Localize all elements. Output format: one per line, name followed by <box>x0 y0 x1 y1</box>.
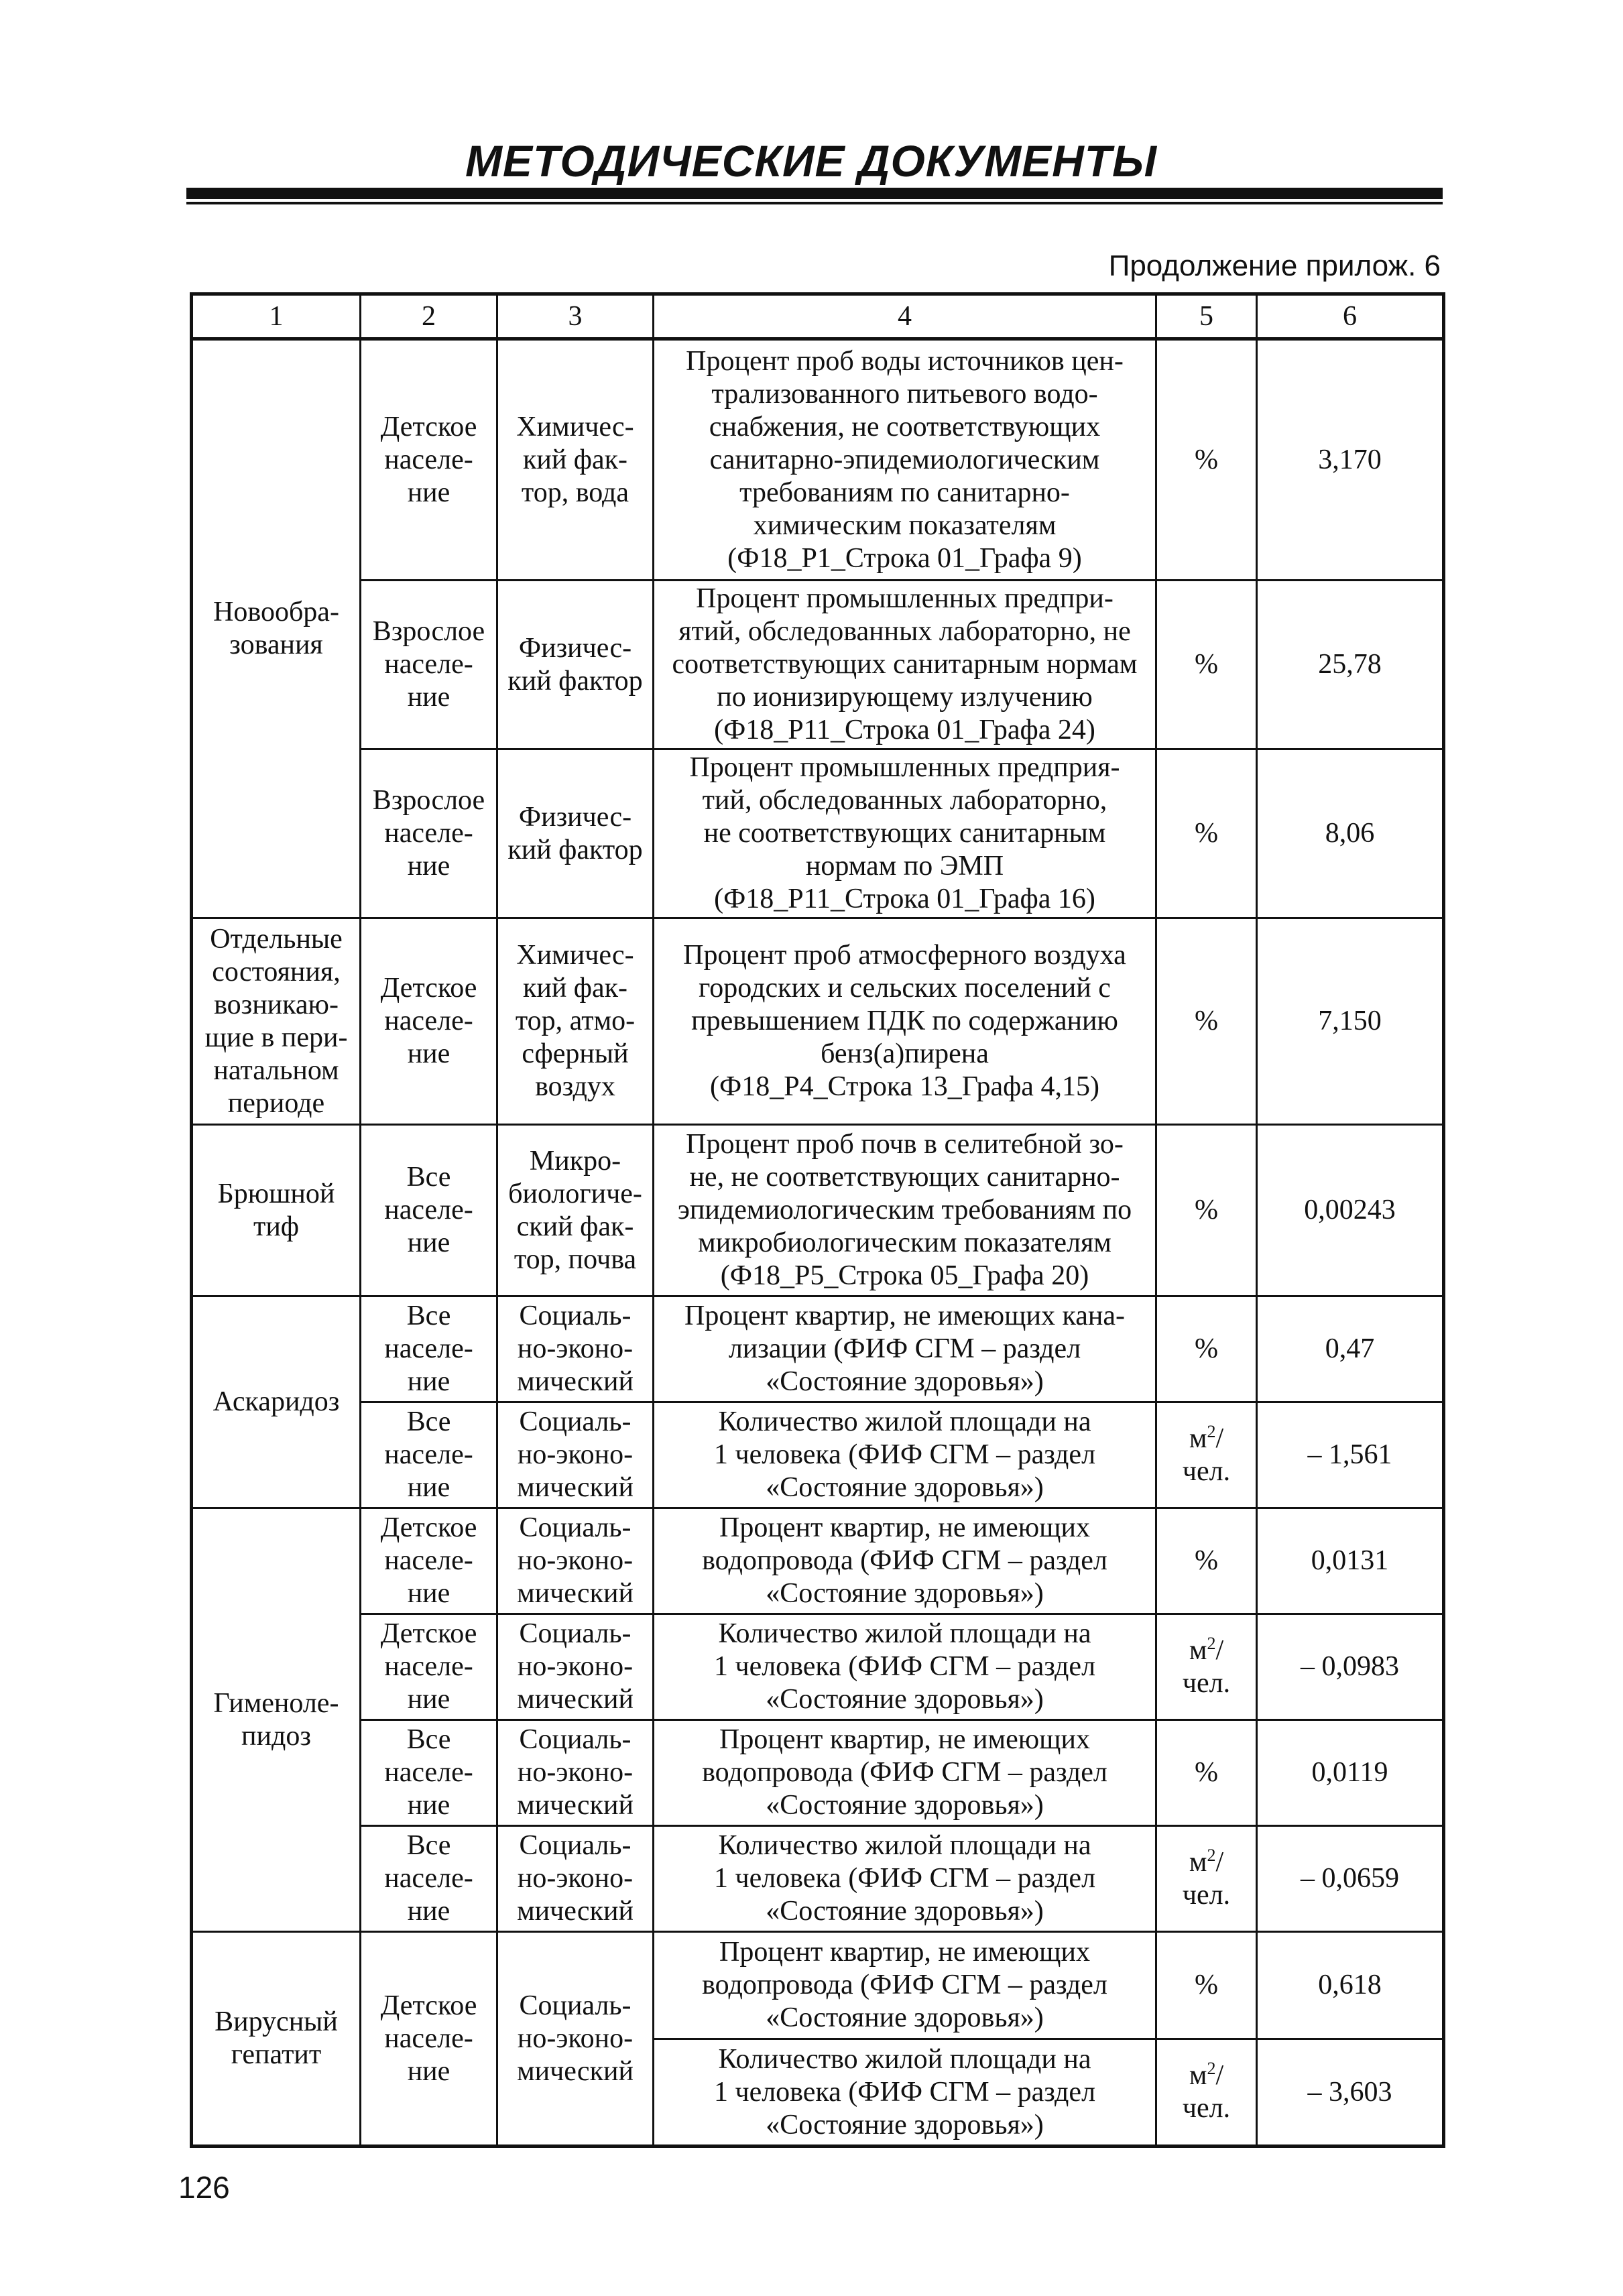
table-row <box>192 749 1444 918</box>
population-cell: Детское населе- ние <box>361 1614 497 1720</box>
value-cell: 0,47 <box>1257 1296 1444 1402</box>
population-cell: Все населе- ние <box>361 1125 497 1296</box>
table-row <box>192 1826 1444 1932</box>
value-cell: 3,170 <box>1257 339 1444 581</box>
unit-cell: % <box>1156 581 1257 749</box>
disease-cell: Отдельные состояния, возникаю- щие в пери- натальном периоде <box>192 918 361 1125</box>
population-cell: Все населе- ние <box>361 1402 497 1508</box>
unit-cell: % <box>1156 1720 1257 1826</box>
factor-cell: Социаль- но-эконо- мический <box>497 1826 654 1932</box>
value-cell: – 0,0983 <box>1257 1614 1444 1720</box>
disease-cell: Гименоле- пидоз <box>192 1508 361 1932</box>
unit-cell: % <box>1156 1932 1257 2039</box>
factor-cell: Химичес- кий фак- тор, вода <box>497 339 654 581</box>
value-cell: 8,06 <box>1257 749 1444 918</box>
unit-cell <box>1156 1614 1257 1720</box>
disease-cell: Вирусный гепатит <box>192 1932 361 2147</box>
header-row <box>192 294 1444 339</box>
value-cell: 0,0119 <box>1257 1720 1444 1826</box>
factor-cell: Социаль- но-эконо- мический <box>497 1508 654 1614</box>
indicator-cell: Процент проб почв в селитебной зо- не, не соответствующих санитарно- эпидемиологическим требованиям по микробиологическим показателям (Ф18_Р5_Строка 05_Графа 20) <box>654 1125 1156 1296</box>
header-title: МЕТОДИЧЕСКИЕ ДОКУМЕНТЫ <box>465 136 1158 186</box>
table-row <box>192 581 1444 749</box>
factor-cell: Физичес- кий фактор <box>497 581 654 749</box>
disease-cell: Новообра- зования <box>192 339 361 918</box>
unit-cell: % <box>1156 1125 1257 1296</box>
value-cell: 25,78 <box>1257 581 1444 749</box>
indicator-cell: Количество жилой площади на 1 человека (ФИФ СГМ – раздел «Состояние здоровья») <box>654 1614 1156 1720</box>
indicator-cell: Количество жилой площади на 1 человека (ФИФ СГМ – раздел «Состояние здоровья») <box>654 1402 1156 1508</box>
factor-cell: Социаль- но-эконо- мический <box>497 1296 654 1402</box>
indicator-cell: Процент квартир, не имеющих водопровода (ФИФ СГМ – раздел «Состояние здоровья») <box>654 1720 1156 1826</box>
table-row <box>192 1614 1444 1720</box>
area-unit: $м^2/$ чел. <box>1182 1421 1231 1487</box>
value-cell: – 3,603 <box>1257 2039 1444 2147</box>
unit-cell: % <box>1156 339 1257 581</box>
factor-cell: Социаль- но-эконо- мический <box>497 1932 654 2147</box>
table-row <box>192 1402 1444 1508</box>
table-row <box>192 1296 1444 1402</box>
value-cell: 0,0131 <box>1257 1508 1444 1614</box>
factor-cell: Физичес- кий фактор <box>497 749 654 918</box>
value-cell: 7,150 <box>1257 918 1444 1125</box>
population-cell: Все населе- ние <box>361 1296 497 1402</box>
indicator-cell: Количество жилой площади на 1 человека (ФИФ СГМ – раздел «Состояние здоровья») <box>654 1826 1156 1932</box>
factor-cell: Социаль- но-эконо- мический <box>497 1614 654 1720</box>
column-header: 4 <box>654 294 1156 339</box>
indicator-cell: Процент промышленных предприя- тий, обследованных лабораторно, не соответствующих санитарным нормам по ЭМП (Ф18_Р11_Строка 01_Графа 16) <box>654 749 1156 918</box>
area-unit: $м^2/$ чел. <box>1182 2059 1231 2124</box>
table-row <box>192 1508 1444 1614</box>
disease-cell: Брюшной тиф <box>192 1125 361 1296</box>
unit-cell: % <box>1156 749 1257 918</box>
column-header: 3 <box>497 294 654 339</box>
population-cell: Все населе- ние <box>361 1720 497 1826</box>
table-row <box>192 1932 1444 2039</box>
population-cell: Детское населе- ние <box>361 1932 497 2147</box>
value-cell: – 0,0659 <box>1257 1826 1444 1932</box>
table-row <box>192 339 1444 581</box>
factor-cell: Социаль- но-эконо- мический <box>497 1402 654 1508</box>
population-cell: Детское населе- ние <box>361 918 497 1125</box>
unit-cell: % <box>1156 918 1257 1125</box>
page-number: 126 <box>178 2170 230 2205</box>
indicator-cell: Количество жилой площади на 1 человека (ФИФ СГМ – раздел «Состояние здоровья») <box>654 2039 1156 2147</box>
population-cell: Детское населе- ние <box>361 1508 497 1614</box>
unit-cell: % <box>1156 1296 1257 1402</box>
indicator-cell: Процент квартир, не имеющих водопровода (ФИФ СГМ – раздел «Состояние здоровья») <box>654 1508 1156 1614</box>
table-row <box>192 1720 1444 1826</box>
indicator-cell: Процент проб воды источников цен- трализованного питьевого водо- снабжения, не соответствующих санитарно-эпидемиологическим требованиям по санитарно- химическим показателям (Ф18_Р1_Строка 01_Графа 9) <box>654 339 1156 581</box>
unit-cell: % <box>1156 1508 1257 1614</box>
indicator-cell: Процент квартир, не имеющих кана- лизации (ФИФ СГМ – раздел «Состояние здоровья») <box>654 1296 1156 1402</box>
value-cell: – 1,561 <box>1257 1402 1444 1508</box>
area-unit: $м^2/$ чел. <box>1182 1845 1231 1911</box>
indicator-cell: Процент квартир, не имеющих водопровода (ФИФ СГМ – раздел «Состояние здоровья») <box>654 1932 1156 2039</box>
population-cell: Детское населе- ние <box>361 339 497 581</box>
column-header: 2 <box>361 294 497 339</box>
factor-cell: Химичес- кий фак- тор, атмо- сферный воздух <box>497 918 654 1125</box>
unit-cell <box>1156 1826 1257 1932</box>
column-header: 6 <box>1257 294 1444 339</box>
disease-cell: Аскаридоз <box>192 1296 361 1508</box>
column-header: 1 <box>192 294 361 339</box>
continuation-label: Продолжение прилож. 6 <box>1108 249 1441 282</box>
header-rule-thin <box>186 202 1443 204</box>
indicator-cell: Процент проб атмосферного воздуха городских и сельских поселений с превышением ПДК по содержанию бенз(а)пирена (Ф18_Р4_Строка 13_Графа 4,15) <box>654 918 1156 1125</box>
unit-cell <box>1156 2039 1257 2147</box>
value-cell: 0,618 <box>1257 1932 1444 2039</box>
table-row <box>192 1125 1444 1296</box>
value-cell: 0,00243 <box>1257 1125 1444 1296</box>
population-cell: Взрослое населе- ние <box>361 749 497 918</box>
factor-cell: Микро- биологиче- ский фак- тор, почва <box>497 1125 654 1296</box>
unit-cell <box>1156 1402 1257 1508</box>
indicator-table <box>190 292 1445 2148</box>
header-rule <box>186 188 1443 199</box>
factor-cell: Социаль- но-эконо- мический <box>497 1720 654 1826</box>
table-row <box>192 918 1444 1125</box>
column-header: 5 <box>1156 294 1257 339</box>
area-unit: $м^2/$ чел. <box>1182 1633 1231 1699</box>
indicator-cell: Процент промышленных предпри- ятий, обследованных лабораторно, не соответствующих санитарным нормам по ионизирующему излучению (Ф18_Р11_Строка 01_Графа 24) <box>654 581 1156 749</box>
population-cell: Взрослое населе- ние <box>361 581 497 749</box>
population-cell: Все населе- ние <box>361 1826 497 1932</box>
